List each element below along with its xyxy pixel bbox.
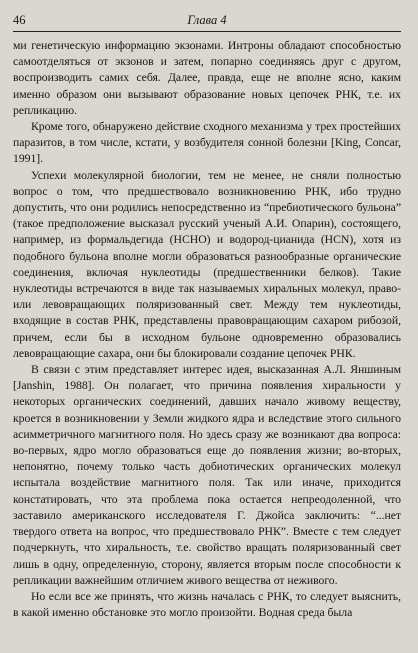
paragraph: ми генетическую информацию экзонами. Интроны обладают способностью самоотделяться от экзонов и затем, попарно соединяясь друг с другом, воспроизводить самих себя. Далее, правда, еще не вполне ясно, каким именно образом они вызывают образование новых цепочек РНК, т.е. их репликацию. [13, 39, 401, 117]
header-rule [13, 31, 401, 32]
body-text [13, 38, 401, 621]
paragraph: Но если все же принять, что жизнь началась с РНК, то следует выяснить, в какой именно обстановке это могло произойти. Водная среда была [13, 589, 401, 620]
page-header [13, 13, 401, 30]
paragraph: Успехи молекулярной биологии, тем не менее, не сняли полностью вопрос о том, что предшествовало возникновению РНК, ибо трудно допустить, что они родились непосредственно из “пребиотического бульона” (такое предположение высказал русский ученый А.И. Опарин), состоящего, например, из формальдегида (HCHO) и водород-цианида (HCN), хотя из подобного бульона вполне могли образоваться разнообразные органические соединения, включая нуклеотиды (предшественники белков). Такие нуклеотиды встречаются в виде так называемых хиральных молекул, право- или левовращающих поляризованный свет. Между тем нуклеотиды, входящие в состав РНК, представлены правовращающим сахаром рибозой, причем, если бы в исходном бульоне одновременно образовались левовращающие сахара, они бы блокировали создание цепочек РНК. [13, 168, 401, 360]
page-number: 46 [13, 13, 26, 27]
paragraph: В связи с этим представляет интерес идея, высказанная А.Л. Яншиным [Janshin, 1988]. Он полагает, что причина появления хиральности у некоторых органических соединений, давших начало живому веществу, кроется в возникновении у Земли жидкого ядра и вследствие этого сильного асимметричного магнитного поля. Но здесь сразу же возникают два вопроса: во-первых, ядро могло образоваться еще до появления жизни; во-вторых, непонятно, почему только часть добиотических органических молекул испытала воздействие магнитного поля. Так или иначе, приходится констатировать, что эта проблема пока остается непреодоленной, что заставило американского исследователя Г. Джойса заключить: “...нет твердого ответа на вопрос, что предшествовало РНК”. Вместе с тем следует подчеркнуть, что хиральность, т.е. свойство вращать поляризованный свет лишь в одну, определенную, сторону, является вторым после способности к репликации важнейшим отличием живого вещества от неживого. [13, 363, 401, 587]
chapter-title: Глава 4 [187, 13, 227, 27]
paragraph: Кроме того, обнаружено действие сходного механизма у трех простейших паразитов, в том числе, кстати, у возбудителя сонной болезни [King, Concar, 1991]. [13, 120, 401, 166]
